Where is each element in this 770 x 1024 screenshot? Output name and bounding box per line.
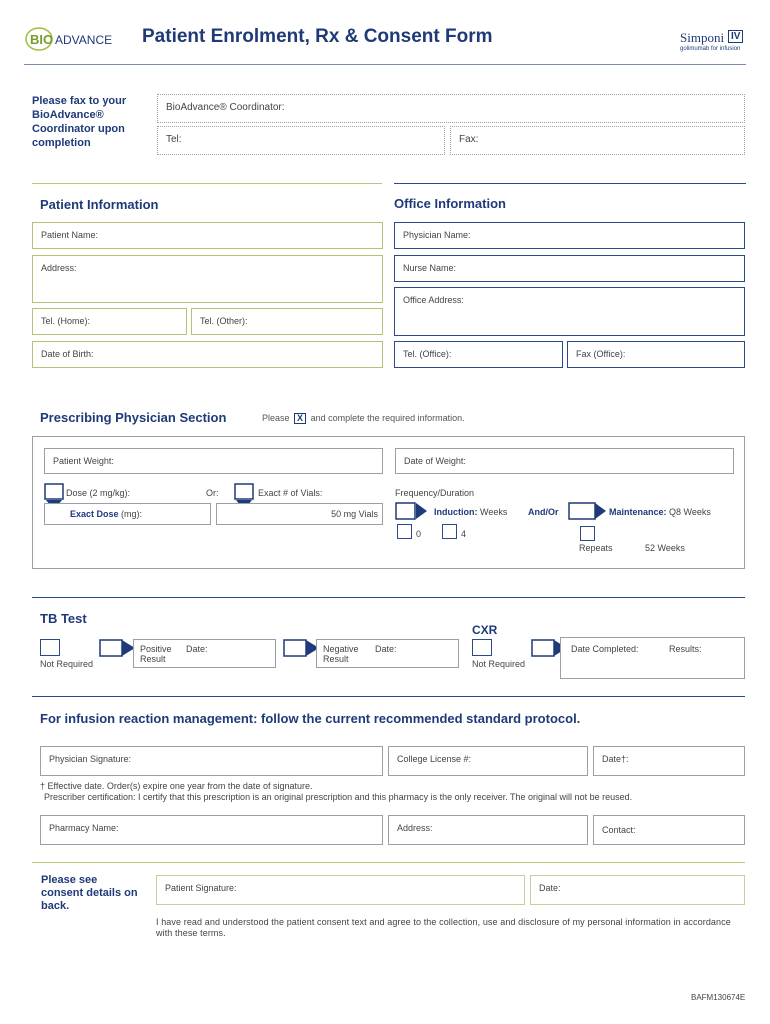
logo-bio-text: BIO bbox=[30, 32, 54, 47]
and-or-label: And/Or bbox=[528, 507, 559, 517]
office-fax-label: Fax (Office): bbox=[576, 349, 626, 359]
induction-bold: Induction: bbox=[434, 507, 478, 517]
bioadvance-logo bbox=[24, 26, 124, 52]
exact-vials-field[interactable] bbox=[216, 503, 383, 525]
physician-date-field[interactable] bbox=[593, 746, 745, 776]
cxr-results-label: Results: bbox=[669, 644, 702, 654]
cxr-date-completed-label: Date Completed: bbox=[571, 644, 639, 654]
tel-other-field[interactable] bbox=[191, 308, 383, 335]
vials-unit: 50 mg Vials bbox=[331, 509, 378, 519]
week-0-label: 0 bbox=[416, 529, 422, 539]
tb-positive-arrow-icon bbox=[99, 639, 137, 659]
footnote-certification: Prescriber certification: I certify that this prescription is an original prescription and this pharmacy is the only receiver. The original will not be reused. bbox=[44, 792, 633, 802]
week-4-checkbox[interactable] bbox=[442, 524, 457, 539]
pharmacy-address-label: Address: bbox=[397, 823, 433, 833]
patient-date-field[interactable] bbox=[530, 875, 745, 905]
logo-advance-text: ADVANCE bbox=[55, 33, 113, 47]
exact-dose-field[interactable] bbox=[44, 503, 211, 525]
weight-date-field[interactable] bbox=[395, 448, 734, 474]
repeats-label: Repeats bbox=[579, 543, 613, 553]
license-field[interactable] bbox=[388, 746, 588, 776]
exact-dose-unit: (mg): bbox=[121, 509, 143, 519]
tb-negative-date-label: Date: bbox=[375, 644, 397, 654]
patient-address-label: Address: bbox=[41, 263, 77, 273]
tb-negative-field[interactable] bbox=[316, 639, 459, 668]
simponi-iv-badge: IV bbox=[728, 30, 743, 43]
office-tel-field[interactable] bbox=[394, 341, 563, 368]
patient-info-title: Patient Information bbox=[40, 197, 159, 212]
patient-weight-field[interactable] bbox=[44, 448, 383, 474]
physician-name-label: Physician Name: bbox=[403, 230, 471, 240]
office-address-field[interactable] bbox=[394, 287, 745, 336]
maintenance-text bbox=[609, 507, 711, 517]
induction-checkbox[interactable] bbox=[395, 502, 429, 522]
tb-not-required-label: Not Required bbox=[40, 659, 94, 669]
tb-positive-field[interactable] bbox=[133, 639, 276, 668]
patient-signature-field[interactable] bbox=[156, 875, 525, 905]
tel-other-label: Tel. (Other): bbox=[200, 316, 248, 326]
week-4-label: 4 bbox=[461, 529, 467, 539]
consent-text: I have read and understood the patient consent text and agree to the collection, use and disclosure of my personal information in accordance with these terms. bbox=[156, 917, 731, 938]
physician-signature-label: Physician Signature: bbox=[49, 754, 132, 764]
cxr-not-required-checkbox[interactable] bbox=[472, 639, 492, 656]
dob-label: Date of Birth: bbox=[41, 349, 94, 359]
maintenance-checkbox[interactable] bbox=[568, 502, 608, 522]
cxr-title: CXR bbox=[472, 623, 498, 637]
induction-right-arrow-icon bbox=[395, 502, 429, 522]
exact-dose-bold: Exact Dose bbox=[70, 509, 119, 519]
patient-date-label: Date: bbox=[539, 883, 561, 893]
consent-divider bbox=[32, 862, 745, 863]
nurse-name-field[interactable] bbox=[394, 255, 745, 282]
induction-text bbox=[434, 507, 507, 517]
induction-value: Weeks bbox=[480, 507, 508, 517]
office-fax-field[interactable] bbox=[567, 341, 745, 368]
office-tel-label: Tel. (Office): bbox=[403, 349, 452, 359]
tel-home-label: Tel. (Home): bbox=[41, 316, 91, 326]
infusion-title: For infusion reaction management: follow the current recommended standard protocol. bbox=[40, 711, 581, 726]
physician-name-field[interactable] bbox=[394, 222, 745, 249]
tb-positive-label: Positive Result bbox=[140, 644, 172, 664]
simponi-brand-text: Simponi bbox=[680, 30, 725, 45]
header-divider bbox=[24, 64, 746, 65]
patient-divider bbox=[32, 183, 382, 184]
pharmacy-address-field[interactable] bbox=[388, 815, 588, 845]
office-divider bbox=[394, 183, 746, 184]
patient-address-field[interactable] bbox=[32, 255, 383, 303]
x-mark-icon: X bbox=[294, 413, 306, 424]
prescribing-instruction bbox=[262, 413, 465, 424]
office-address-label: Office Address: bbox=[403, 295, 464, 305]
coordinator-label: BioAdvance® Coordinator: bbox=[166, 102, 285, 113]
simponi-logo bbox=[680, 22, 750, 58]
form-code: BAFM130674E bbox=[691, 993, 746, 1002]
tb-positive-checkbox[interactable] bbox=[99, 639, 137, 659]
cxr-field[interactable] bbox=[560, 637, 745, 679]
dose-label: Dose (2 mg/kg): bbox=[66, 488, 131, 498]
tb-not-required-checkbox[interactable] bbox=[40, 639, 60, 656]
footnote-effective: † Effective date. Order(s) expire one year from the date of signature. bbox=[40, 781, 313, 791]
coordinator-field[interactable] bbox=[157, 94, 745, 123]
license-label: College License #: bbox=[397, 754, 472, 764]
pharmacy-name-field[interactable] bbox=[40, 815, 383, 845]
pharmacy-name-label: Pharmacy Name: bbox=[49, 823, 119, 833]
vials-label: Exact # of Vials: bbox=[258, 488, 323, 498]
or-label: Or: bbox=[206, 488, 219, 498]
weeks-52-label: 52 Weeks bbox=[645, 543, 685, 553]
tb-divider bbox=[32, 597, 745, 598]
maintenance-value: Q8 Weeks bbox=[669, 507, 711, 517]
tb-negative-label: Negative Result bbox=[323, 644, 359, 664]
physician-signature-field[interactable] bbox=[40, 746, 383, 776]
tel-home-field[interactable] bbox=[32, 308, 187, 335]
dob-field[interactable] bbox=[32, 341, 383, 368]
frequency-label: Frequency/Duration bbox=[395, 488, 475, 498]
cxr-not-required-label: Not Required bbox=[472, 659, 526, 669]
maintenance-bold: Maintenance: bbox=[609, 507, 667, 517]
maintenance-right-arrow-icon bbox=[568, 502, 608, 522]
simponi-tagline: golimumab for infusion bbox=[680, 46, 741, 52]
tb-test-title: TB Test bbox=[40, 611, 87, 626]
weight-date-label: Date of Weight: bbox=[404, 456, 466, 466]
physician-date-label: Date†: bbox=[602, 754, 629, 764]
instruction-pre: Please bbox=[262, 413, 290, 423]
page-title: Patient Enrolment, Rx & Consent Form bbox=[142, 26, 493, 47]
instruction-post: and complete the required information. bbox=[310, 413, 465, 423]
prescribing-title: Prescribing Physician Section bbox=[40, 410, 227, 425]
patient-signature-label: Patient Signature: bbox=[165, 883, 237, 893]
infusion-divider bbox=[32, 696, 745, 697]
coordinator-fax-field[interactable] bbox=[450, 126, 745, 155]
patient-name-label: Patient Name: bbox=[41, 230, 99, 240]
tel-label: Tel: bbox=[166, 134, 182, 145]
tb-positive-date-label: Date: bbox=[186, 644, 208, 654]
pharmacy-contact-field[interactable] bbox=[593, 815, 745, 845]
repeats-checkbox[interactable] bbox=[580, 526, 595, 541]
patient-name-field[interactable] bbox=[32, 222, 383, 249]
fax-instruction: Please fax to your BioAdvance® Coordinator upon completion bbox=[32, 95, 127, 149]
office-info-title: Office Information bbox=[394, 196, 506, 211]
fax-label: Fax: bbox=[459, 134, 479, 145]
consent-instruction: Please see consent details on back. bbox=[41, 874, 138, 912]
coordinator-tel-field[interactable] bbox=[157, 126, 445, 155]
patient-weight-label: Patient Weight: bbox=[53, 456, 114, 466]
pharmacy-contact-label: Contact: bbox=[602, 825, 636, 835]
week-0-checkbox[interactable] bbox=[397, 524, 412, 539]
nurse-name-label: Nurse Name: bbox=[403, 263, 457, 273]
